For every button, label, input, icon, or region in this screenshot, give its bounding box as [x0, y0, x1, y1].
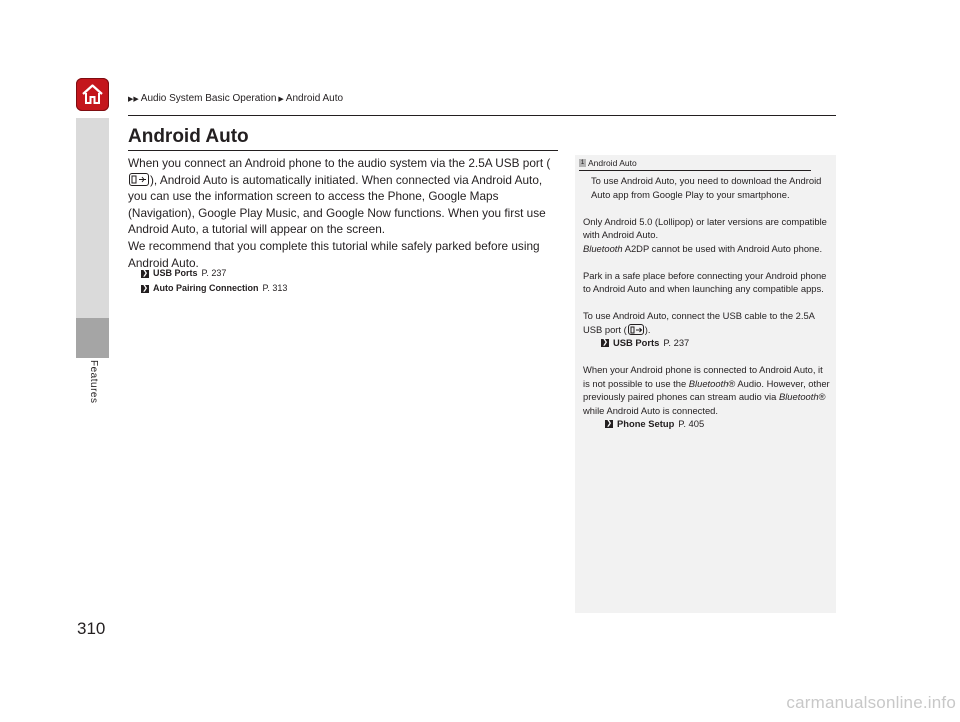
reference-page: P. 313: [262, 283, 288, 293]
note-download: To use Android Auto, you need to download the Android Auto app from Google Play to your smartphone.: [591, 175, 822, 200]
usb-port-icon: [129, 173, 149, 186]
reference-title: Auto Pairing Connection: [153, 283, 259, 293]
breadcrumb-item-audio-system[interactable]: Audio System Basic Operation: [140, 93, 277, 104]
note-park-safely: Park in a safe place before connecting your Android phone to Android Auto and when launching any compatible apps.: [583, 269, 827, 294]
note-compat-text: Only Android 5.0 (Lollipop) or later versions are compatible with Android Auto.: [583, 215, 827, 240]
breadcrumb-arrow-icon: ▶▶: [128, 95, 139, 103]
tutorial-paragraph: We recommend that you complete this tutorial while safely parked before using Android Auto.: [128, 238, 540, 270]
note-bluetooth-audio: [583, 363, 831, 417]
sidebar-heading-text: Android Auto: [588, 158, 637, 168]
side-tab-marker: [76, 318, 109, 358]
side-tab-background: [76, 118, 109, 318]
intro-text-b: ), Android Auto is automatically initiated. When connected via Android Auto, you can use the information screen to access the Phone, Google Maps (Navigation), Google Play Music, and Google Now functions. When you first use Android Auto, a tutorial will appear on the screen.: [128, 172, 546, 237]
note-usb-text-a: To use Android Auto, connect the USB cable to the 2.5A USB port (: [583, 310, 815, 335]
reference-page: P. 237: [663, 337, 690, 348]
reference-link-auto-pairing[interactable]: [141, 281, 287, 296]
reference-arrow-icon: ❯: [606, 419, 612, 427]
header-rule: [128, 115, 836, 116]
note-bt-text-a: When your Android phone is connected to Android Auto, it is not possible to use the: [583, 364, 823, 389]
reference-title: Phone Setup: [617, 418, 675, 429]
reference-title: USB Ports: [153, 268, 198, 278]
breadcrumb-separator-icon: ▶: [278, 95, 284, 103]
reference-link-usb-ports[interactable]: [583, 336, 831, 350]
page-title: Android Auto: [128, 126, 249, 147]
sidebar-heading: [579, 158, 637, 168]
breadcrumb-item-android-auto[interactable]: Android Auto: [285, 93, 344, 104]
reference-arrow-icon: ❯: [602, 338, 608, 346]
note-badge-icon: 1: [580, 159, 585, 166]
title-rule: [128, 150, 558, 151]
main-body: [128, 155, 564, 271]
intro-paragraph: [128, 155, 564, 238]
note-bluetooth-term: Bluetooth: [583, 242, 623, 254]
intro-text-a: When you connect an Android phone to the audio system via the 2.5A USB port (: [128, 156, 551, 170]
breadcrumb: [128, 93, 343, 104]
note-a2dp-text: A2DP cannot be used with Android Auto phone.: [622, 242, 823, 254]
reference-page: P. 405: [678, 418, 705, 429]
note-usb-text-b: ).: [644, 323, 651, 335]
note-bluetooth-term: Bluetooth: [778, 391, 819, 402]
note-compatibility: [583, 215, 831, 256]
home-icon: [80, 82, 105, 107]
usb-port-icon: [628, 324, 644, 335]
note-bt-text-b: ® Audio. However, other previously paired phones can stream audio via: [583, 377, 830, 402]
page-number: 310: [77, 619, 106, 638]
note-bt-text-c: ® while Android Auto is connected.: [583, 391, 826, 416]
note-bluetooth-term: Bluetooth: [688, 377, 729, 389]
reference-list: [141, 266, 287, 296]
notes-sidebar: [575, 155, 836, 613]
side-section-label: Features: [88, 360, 99, 404]
watermark: carmanualsonline.info: [786, 693, 956, 712]
note-usb-cable: [583, 309, 831, 336]
reference-title: USB Ports: [613, 337, 660, 348]
reference-arrow-icon: ❯: [142, 269, 148, 277]
reference-link-phone-setup[interactable]: [583, 417, 831, 431]
reference-link-usb-ports[interactable]: [141, 266, 287, 281]
reference-arrow-icon: ❯: [142, 284, 148, 292]
sidebar-body: [583, 174, 831, 431]
home-button[interactable]: [76, 78, 109, 111]
reference-page: P. 237: [201, 268, 227, 278]
sidebar-rule: [579, 170, 811, 171]
